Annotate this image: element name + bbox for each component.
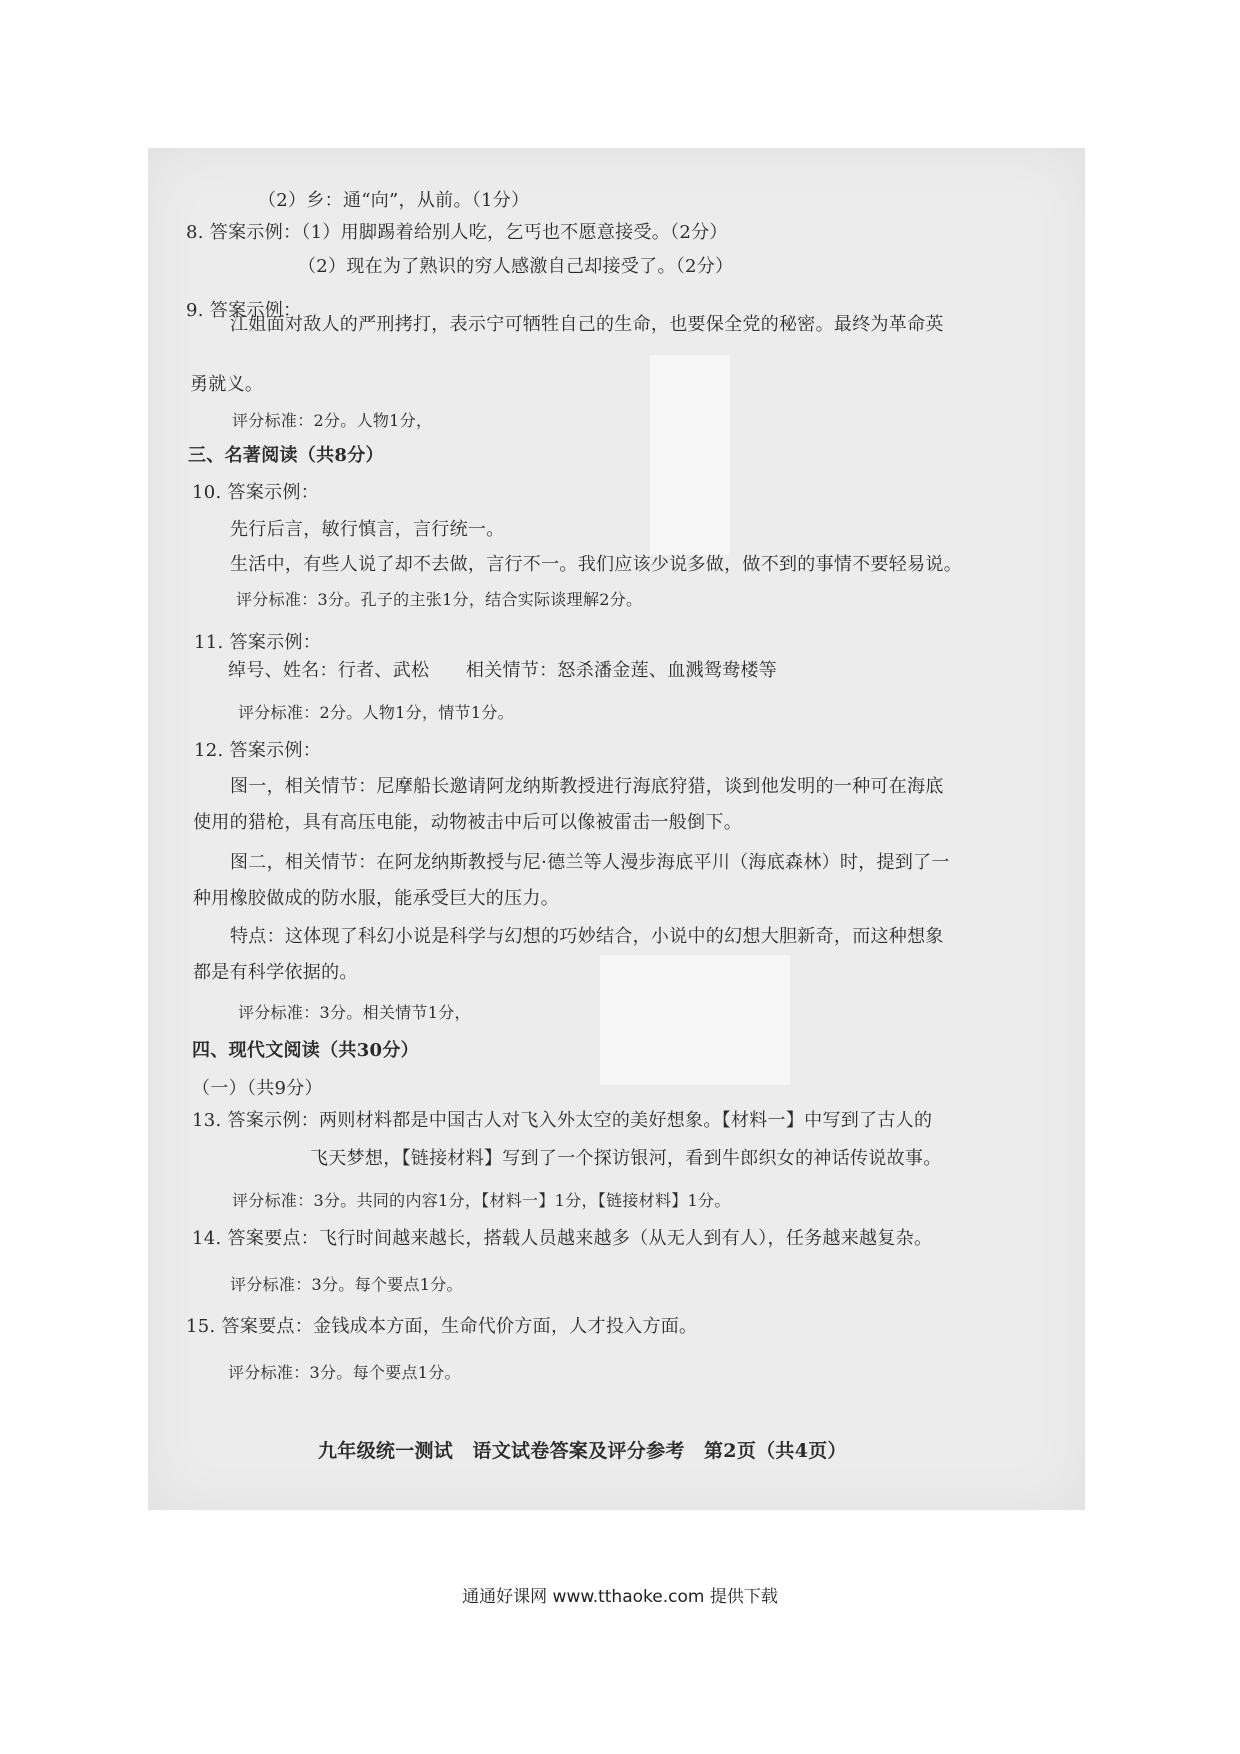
answer-line-26: 13. 答案示例：两则材料都是中国古人对飞入外太空的美好想象。【材料一】中写到了古人的	[192, 1110, 933, 1131]
scoring-line-7: 评分标准：3分。每个要点1分。	[228, 1363, 461, 1382]
scoring-line-5: 评分标准：3分。共同的内容1分，【材料一】1分，【链接材料】1分。	[232, 1191, 731, 1210]
scoring-line-1: 评分标准：2分。人物1分，	[232, 411, 433, 430]
answer-line-3: （2）现在为了熟识的穷人感激自己却接受了。（2分）	[298, 256, 734, 277]
answer-line-17: 图一，相关情节：尼摩船长邀请阿龙纳斯教授进行海底狩猎，谈到他发明的一种可在海底	[230, 776, 944, 797]
answer-line-29: 14. 答案要点：飞行时间越来越长，搭载人员越来越多（从无人到有人），任务越来越复杂。	[192, 1228, 933, 1249]
answer-line-11: 生活中，有些人说了却不去做，言行不一。我们应该少说多做，做不到的事情不要轻易说。	[230, 554, 962, 575]
answer-line-2: 8. 答案示例：（1）用脚踢着给别人吃，乞丐也不愿意接受。（2分）	[186, 222, 728, 243]
answer-line-27: 飞天梦想，【链接材料】写到了一个探访银河，看到牛郎织女的神话传说故事。	[310, 1148, 942, 1169]
answer-line-31: 15. 答案要点：金钱成本方面，生命代价方面，人才投入方面。	[186, 1316, 698, 1337]
answer-line-9: 10. 答案示例：	[192, 482, 320, 503]
subsection-heading: （一）（共9分）	[192, 1078, 323, 1099]
answer-line-6: 勇就义。	[190, 374, 264, 395]
answer-line-18: 使用的猎枪，具有高压电能，动物被击中后可以像被雷击一般倒下。	[193, 812, 742, 833]
answer-line-4: 9. 答案示例：	[186, 300, 302, 321]
answer-line-22: 都是有科学依据的。	[193, 962, 358, 983]
scoring-line-6: 评分标准：3分。每个要点1分。	[230, 1275, 463, 1294]
section-heading-3: 三、名著阅读（共8分）	[188, 445, 384, 466]
answer-line-21: 特点：这体现了科幻小说是科学与幻想的巧妙结合，小说中的幻想大胆新奇，而这种想象	[230, 926, 944, 947]
scoring-line-4: 评分标准：3分。相关情节1分，	[238, 1003, 471, 1022]
scoring-line-2: 评分标准：3分。孔子的主张1分，结合实际谈理解2分。	[236, 590, 643, 609]
answer-line-16: 12. 答案示例：	[194, 740, 322, 761]
answer-line-19: 图二，相关情节：在阿龙纳斯教授与尼·德兰等人漫步海底平川（海底森林）时，提到了一	[230, 852, 950, 873]
answer-line-14: 绰号、姓名：行者、武松 相关情节：怒杀潘金莲、血溅鸳鸯楼等	[228, 660, 777, 681]
download-note: 通通好课网 www.tthaoke.com 提供下载	[462, 1587, 778, 1607]
section-heading-4: 四、现代文阅读（共30分）	[192, 1040, 419, 1061]
answer-line-5: 江姐面对敌人的严刑拷打，表示宁可牺牲自己的生命，也要保全党的秘密。最终为革命英	[230, 314, 944, 335]
answer-line-1: （2）乡：通“向”，从前。（1分）	[258, 190, 530, 211]
scoring-line-3: 评分标准：2分。人物1分，情节1分。	[238, 703, 514, 722]
answer-line-10: 先行后言，敏行慎言，言行统一。	[230, 519, 505, 540]
answer-line-20: 种用橡胶做成的防水服，能承受巨大的压力。	[193, 888, 559, 909]
page-footer: 九年级统一测试 语文试卷答案及评分参考 第2页（共4页）	[318, 1440, 847, 1462]
answer-line-13: 11. 答案示例：	[194, 632, 322, 653]
